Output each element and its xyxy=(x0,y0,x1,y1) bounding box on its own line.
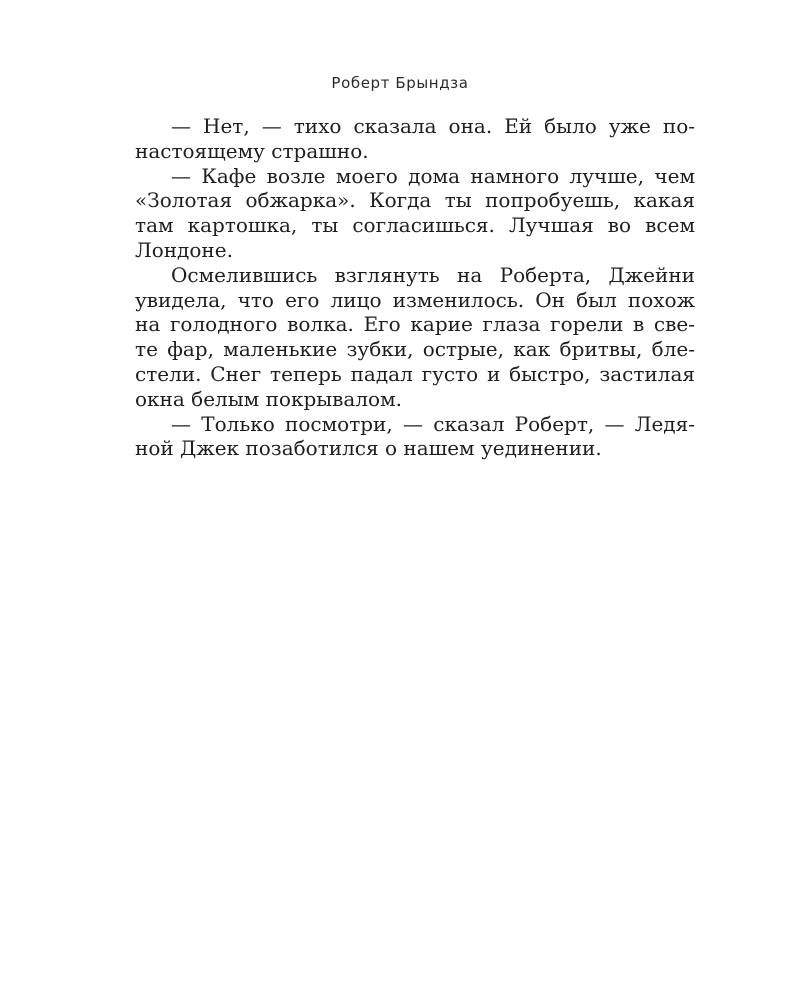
text-line: Осмелившись взглянуть на Роберта, Джейни xyxy=(171,262,695,287)
paragraph xyxy=(135,114,695,164)
text-line: там картошка, ты согласишься. Лучшая во всем xyxy=(135,213,695,238)
text-line: настоящему страшно. xyxy=(135,138,369,163)
text-line: ной Джек позаботился о нашем уединении. xyxy=(135,436,602,461)
paragraph xyxy=(135,412,695,462)
text-line: — Кафе возле моего дома намного лучше, чем xyxy=(171,163,695,188)
body-text xyxy=(135,114,695,461)
text-line: стели. Снег теперь падал густо и быстро, застилая xyxy=(135,361,695,386)
text-line: на голодного волка. Его карие глаза горели в све- xyxy=(135,312,695,337)
text-line: «Золотая обжарка». Когда ты попробуешь, какая xyxy=(135,188,695,213)
paragraph xyxy=(135,164,695,263)
text-line: — Только посмотри, — сказал Роберт, — Ледя- xyxy=(171,411,695,436)
text-line: увидела, что его лицо изменилось. Он был похож xyxy=(135,287,695,312)
text-line: — Нет, — тихо сказала она. Ей было уже по- xyxy=(171,114,695,138)
running-head-author: Роберт Брындза xyxy=(331,74,469,92)
paragraph xyxy=(135,263,695,412)
text-line: окна белым покрывалом. xyxy=(135,386,403,411)
text-line: Лондоне. xyxy=(135,237,233,262)
text-line: те фар, маленькие зубки, острые, как бритвы, бле- xyxy=(135,337,695,362)
